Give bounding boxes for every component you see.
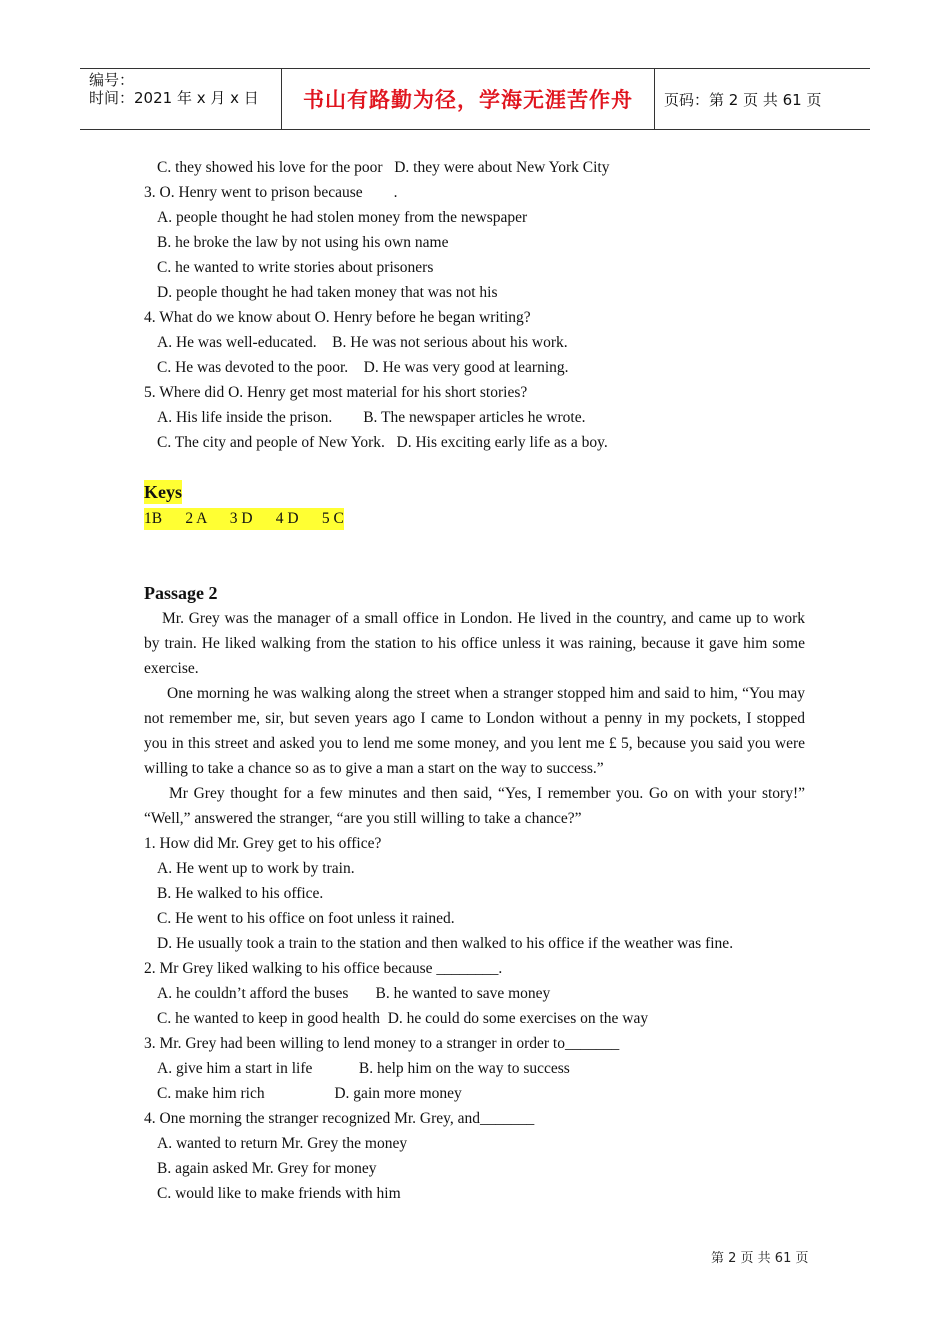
p2-q2-options-cd: C. he wanted to keep in good health D. he could do some exercises on the way [157,1010,649,1027]
header-meta [80,69,289,131]
p2-q4-option-a: A. wanted to return Mr. Grey the money [157,1135,408,1152]
keys-answers: 1B 2 A 3 D 4 D 5 C [144,508,344,530]
p2-q3-options-ab: A. give him a start in life B. help him on the way to success [157,1060,570,1077]
passage2-paragraph-1: Mr. Grey was the manager of a small office in London. He lived in the country, and came up to work by train. He liked walking from the station to his office unless it was raining, because it gave him some exercise. [144,610,805,677]
p2-q1-option-a: A. He went up to work by train. [157,860,355,877]
p1-q5-stem: 5. Where did O. Henry get most material for his short stories? [144,384,528,401]
header-page-info: 页码：第 2 页 共 61 页 [664,90,822,109]
document-body [144,155,805,1206]
p2-q4-option-b: B. again asked Mr. Grey for money [157,1160,377,1177]
p2-q2-stem: 2. Mr Grey liked walking to his office because ________. [144,960,503,977]
p2-q1-option-b: B. He walked to his office. [157,885,324,902]
p2-q3-stem: 3. Mr. Grey had been willing to lend money to a stranger in order to_______ [144,1035,620,1052]
p1-q3-option-d: D. people thought he had taken money that was not his [157,284,498,301]
p1-q5-options-cd: C. The city and people of New York. D. His exciting early life as a boy. [157,434,608,451]
p1-q4-stem: 4. What do we know about O. Henry before he began writing? [144,309,531,326]
p1-q4-options-cd: C. He was devoted to the poor. D. He was very good at learning. [157,359,569,376]
passage2-title: Passage 2 [144,583,218,603]
p2-q4-stem: 4. One morning the stranger recognized Mr. Grey, and_______ [144,1110,535,1127]
p1-q2-options-cd: C. they showed his love for the poor D. they were about New York City [157,159,610,176]
p1-q3-option-b: B. he broke the law by not using his own name [157,234,449,251]
header-motto: 书山有路勤为径，学海无涯苦作舟 [281,69,655,129]
p1-q4-options-ab: A. He was well-educated. B. He was not serious about his work. [157,334,568,351]
p2-q1-stem: 1. How did Mr. Grey get to his office? [144,835,382,852]
passage2-paragraph-3: Mr Grey thought for a few minutes and then said, “Yes, I remember you. Go on with your story!” “Well,” answered the stranger, “are you still willing to take a chance?” [144,785,805,827]
passage2-paragraph-2: One morning he was walking along the street when a stranger stopped him and said to him, “You may not remember me, sir, but seven years ago I came to London without a penny in my pockets, I stopped you in this street and asked you to lend me some money, and you lent me £ 5, because you said you were willing to take a chance so as to give a man a start on the way to success.” [144,685,805,777]
p2-q1-option-d: D. He usually took a train to the station and then walked to his office if the weather was fine. [157,935,734,952]
p2-q3-options-cd: C. make him rich D. gain more money [157,1085,462,1102]
keys-title: Keys [144,482,182,502]
keys-section [144,455,805,531]
header-date-label: 时间：2021 年 x 月 x 日 [89,89,259,107]
page-header [80,68,870,130]
page-footer: 第 2 页 共 61 页 [711,1251,809,1266]
p2-q2-options-ab: A. he couldn’t afford the buses B. he wanted to save money [157,985,551,1002]
p2-q1-option-c: C. He went to his office on foot unless it rained. [157,910,455,927]
p1-q5-options-ab: A. His life inside the prison. B. The newspaper articles he wrote. [157,409,586,426]
p1-q3-option-c: C. he wanted to write stories about prisoners [157,259,434,276]
p1-q3-stem: 3. O. Henry went to prison because . [144,184,398,201]
p2-q4-option-c: C. would like to make friends with him [157,1185,401,1202]
p1-q3-option-a: A. people thought he had stolen money from the newspaper [157,209,528,226]
header-number-label: 编号： [89,71,135,89]
